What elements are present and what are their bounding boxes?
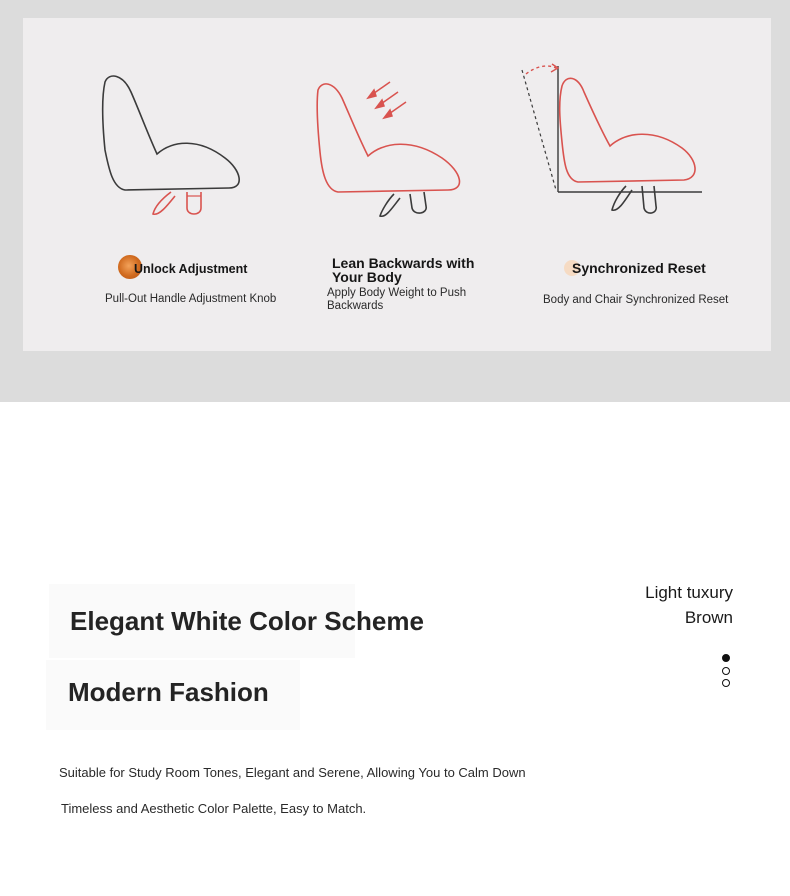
feature-desc-2: Apply Body Weight to Push Backwards (327, 287, 467, 312)
headline-primary: Elegant White Color Scheme (70, 606, 424, 636)
color-option-3[interactable] (722, 679, 730, 687)
color-name (560, 580, 733, 630)
description-line-2: Timeless and Aesthetic Color Palette, Easy to Match. (61, 801, 367, 816)
feature-title-2: Lean Backwards with Your Body (332, 255, 475, 285)
chair-handle-icon (95, 70, 250, 225)
feature-title-1: Unlock Adjustment (134, 262, 248, 276)
color-option-2[interactable] (722, 667, 730, 675)
description-line-1: Suitable for Study Room Tones, Elegant and Serene, Allowing You to Calm Down (59, 765, 526, 780)
feature-desc-1: Pull-Out Handle Adjustment Knob (105, 293, 277, 305)
chair-reset-icon (518, 62, 708, 222)
headline-secondary: Modern Fashion (68, 677, 269, 707)
color-name-line2: Brown (684, 608, 733, 627)
chair-lean-icon (312, 78, 472, 228)
feature-title-3: Synchronized Reset (572, 260, 706, 276)
feature-desc-3: Body and Chair Synchronized Reset (543, 294, 729, 306)
color-option-1[interactable] (722, 654, 730, 662)
color-name-line1: Light tuxury (645, 583, 733, 602)
